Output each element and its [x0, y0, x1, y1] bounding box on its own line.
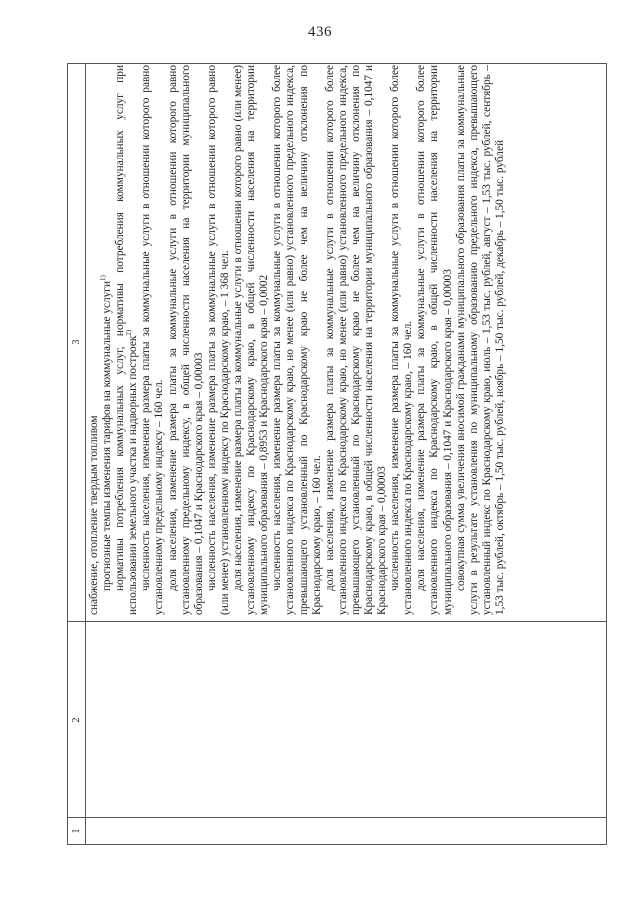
table-header-row — [68, 64, 86, 844]
table-cell-col-3 — [88, 65, 507, 615]
paragraph — [271, 65, 323, 615]
header-col-3: 3 — [71, 339, 82, 345]
paragraph — [206, 65, 232, 615]
paragraph — [455, 65, 507, 615]
footnote-marker: 2) — [125, 329, 134, 336]
paragraph — [88, 65, 101, 615]
paragraph-text: численность населения, изменение размера платы за коммунальные услуги в отношении которого более установленного индекса по Краснодарскому краю, но менее (или равно) установленного предельного индекса, превышающего установленный по Краснодарскому краю не более чем на величину отклонения по Краснодарскому краю, – 160 чел. — [271, 65, 323, 615]
data-table — [67, 63, 607, 845]
paragraph — [167, 65, 206, 615]
paragraph-text: совокупная сумма увеличения вносимой гражданами муниципального образования платы за коммунальные услуги в результате установления по муниципальному образованию предельного индекса, превышающего установленный индекс по Краснодарскому краю, июль – 1,53 тыс. рублей, август – 1,53 тыс. рублей, сентябрь – 1,53 тыс. рублей, октябрь – 1,50 тыс. рублей, ноябрь – 1,50 тыс. рублей, декабрь – 1,50 тыс. рублей — [454, 65, 506, 615]
paragraph-text: доля населения, изменение размера платы за коммунальные услуги в отношении которого более установленного индекса по Краснодарскому краю, в общей численности населения на территории муниципального образования – 0,1047 и Краснодарского края – 0,00003 — [415, 65, 454, 615]
page-number: 436 — [308, 24, 332, 40]
paragraph — [114, 65, 140, 615]
footnote-marker: 1) — [99, 275, 108, 281]
rotated-table-frame — [67, 63, 607, 845]
paragraph-text: доля населения, изменение размера платы за коммунальные услуги в отношении которого равно (или менее) установленному индексу по Краснодарскому краю, в общей численности населения на территории муниципального образования – 0,8953 и Краснодарского края – 0,0002 — [232, 65, 271, 615]
paragraph-text: доля населения, изменение размера платы за коммунальные услуги в отношении которого более установленного индекса по Краснодарскому краю, но менее (или равно) установленного предельного индекса, превышающего установленный по Краснодарскому краю не более чем на величину отклонения по Краснодарскому краю, в общей численности населения на территории муниципального образования – 0,1047 и Краснодарского края – 0,00003 — [323, 65, 389, 615]
header-col-2: 2 — [71, 717, 82, 723]
paragraph — [101, 65, 114, 615]
paragraph-text: численность населения, изменение размера платы за коммунальные услуги в отношении которого равно установленному предельному индексу – 160 чел. — [140, 65, 166, 615]
paragraph — [324, 65, 389, 615]
paragraph-text: доля населения, изменение размера платы за коммунальные услуги в отношении которого равно установленному предельному индексу, в общей численности населения на территории муниципального образования – 0,1047 и Краснодарского края – 0,00003 — [166, 65, 205, 615]
paragraph-text: нормативы потребления коммунальных услуг, нормативы потребления коммунальных услуг при использовании земельного участка и надворных построек — [114, 65, 140, 615]
paragraph — [389, 65, 415, 615]
paragraph — [232, 65, 271, 615]
paragraph-text: снабжение, отопление твердым топливом — [88, 415, 100, 615]
paragraph — [140, 65, 166, 615]
paragraph-text: численность населения, изменение размера платы за коммунальные услуги в отношении которого более установленного индекса по Краснодарскому краю, – 160 чел. — [389, 65, 415, 615]
column-divider — [68, 817, 606, 818]
paragraph — [415, 65, 454, 615]
header-col-1: 1 — [71, 828, 82, 834]
paragraph-text: прогнозные темпы изменения тарифов на коммунальные услуги — [101, 281, 114, 591]
paragraph-text: численность населения, изменение размера платы за коммунальные услуги в отношении которого равно (или менее) установленному индексу по Краснодарскому краю, – 1 368 чел. — [205, 65, 231, 615]
column-divider — [68, 621, 606, 622]
